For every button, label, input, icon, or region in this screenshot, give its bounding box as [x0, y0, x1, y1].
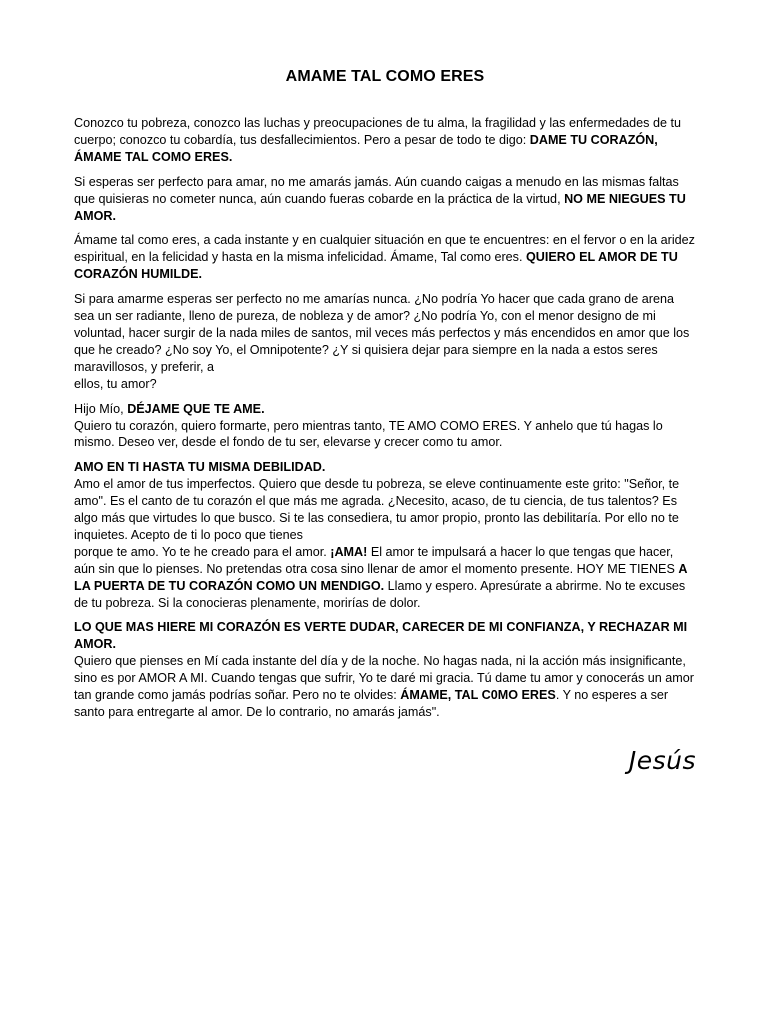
paragraph-text: Conozco tu pobreza, conozco las luchas y preocupaciones de tu alma, la fragilidad y las enfermedades de tu cuerpo; conozco tu cobardía, tus desfallecimientos. Pero a pesar de todo te digo: [74, 116, 681, 147]
paragraph-text: Si esperas ser perfecto para amar, no me amarás jamás. Aún cuando caigas a menudo en las mismas faltas que quisieras no cometer nunca, aún cuando fueras cobarde en la práctica de la virtud, [74, 174, 679, 206]
paragraph-text: . Y no esperes a ser santo para entregarte al amor. De lo contrario, no amarás jamás". [74, 688, 669, 719]
paragraph-emphasis: DÉJAME QUE TE AME. [127, 401, 265, 416]
paragraph-6 [74, 459, 696, 611]
paragraph-7 [74, 619, 696, 720]
paragraph-text: Hijo Mío, [74, 401, 128, 416]
paragraph-emphasis: QUIERO EL AMOR DE TU CORAZÓN HUMILDE. [74, 250, 678, 282]
paragraph-text: Amo el amor de tus imperfectos. Quiero que desde tu pobreza, se eleve continuamente este grito: "Señor, te amo". Es el canto de tu corazón el que más me agrada. ¿Necesito, acaso, de tu ciencia, de tus talentos? Es algo más que virtudes lo que busco. Si te las consediera, tu amor propio, pronto las debilitaría. Por ello no te inquietes. Acepto de ti lo poco que tienes [74, 477, 680, 542]
paragraph-text: Ámame tal como eres, a cada instante y en cualquier situación en que te encuentres: en el fervor o en la aridez espiritual, en la felicidad y hasta en la misma infelicidad. Ámame, Tal como eres. [74, 233, 695, 265]
paragraph-text: Llamo y espero. Apresúrate a abrirme. No te excuses de tu pobreza. Si la conocieras plenamente, morirías de dolor. [74, 578, 686, 610]
paragraph-emphasis: ¡AMA! [330, 544, 368, 559]
paragraph-heading: LO QUE MAS HIERE MI CORAZÓN ES VERTE DUDAR, CARECER DE MI CONFIANZA, Y RECHAZAR MI AMOR. [74, 620, 688, 652]
paragraph-heading: AMO EN TI HASTA TU MISMA DEBILIDAD. [74, 460, 326, 475]
paragraph-emphasis: NO ME NIEGUES TU AMOR. [74, 191, 686, 223]
document-body [74, 115, 696, 729]
paragraph-text: Si para amarme esperas ser perfecto no me amarías nunca. ¿No podría Yo hacer que cada grano de arena sea un ser radiante, lleno de pureza, de nobleza y de amor? ¿No podría Yo, con el menor designo de mi voluntad, hacer surgir de la nada miles de santos, mil veces más perfectos y más encendidos en amor que los que he creado? ¿No soy Yo, el Omnipotente? ¿Y si quisiera dejar para siempre en la nada a estos seres maravillosos, y preferir, a [74, 292, 690, 374]
paragraph-text: El amor te impulsará a hacer lo que tengas que hacer, aún sin que lo pienses. No pretendas otra cosa sino llenar de amor el momento presente. HOY ME TIENES [74, 544, 679, 576]
paragraph-text: porque te amo. Yo te he creado para el amor. [74, 544, 331, 559]
paragraph-emphasis: A LA PUERTA DE TU CORAZÓN COMO UN MENDIGO. [74, 561, 687, 593]
paragraph-text: Quiero que pienses en Mí cada instante del día y de la noche. No hagas nada, ni la acción más insignificante, sino es por AMOR A MI. Cuando tengas que sufrir, Yo te daré mi gracia. Tú dame tu amor y conocerás un amor tan grande como jamás podrías soñar. Pero no te olvides: [74, 654, 694, 703]
paragraph-1 [74, 115, 696, 166]
paragraph-4 [74, 291, 696, 392]
paragraph-5 [74, 401, 696, 452]
paragraph-3 [74, 232, 696, 283]
signature: Jesús [628, 746, 696, 775]
paragraph-2 [74, 174, 696, 225]
paragraph-text: ellos, tu amor? [74, 376, 157, 391]
paragraph-emphasis: DAME TU CORAZÓN, ÁMAME TAL COMO ERES. [74, 132, 658, 164]
paragraph-emphasis: ÁMAME, TAL C0MO ERES [400, 688, 556, 703]
paragraph-text: Quiero tu corazón, quiero formarte, pero mientras tanto, TE AMO COMO ERES. Y anhelo que tú hagas lo mismo. Deseo ver, desde el fondo de tu ser, elevarse y crecer como tu amor. [74, 418, 663, 450]
page-title: AMAME TAL COMO ERES [285, 68, 485, 85]
